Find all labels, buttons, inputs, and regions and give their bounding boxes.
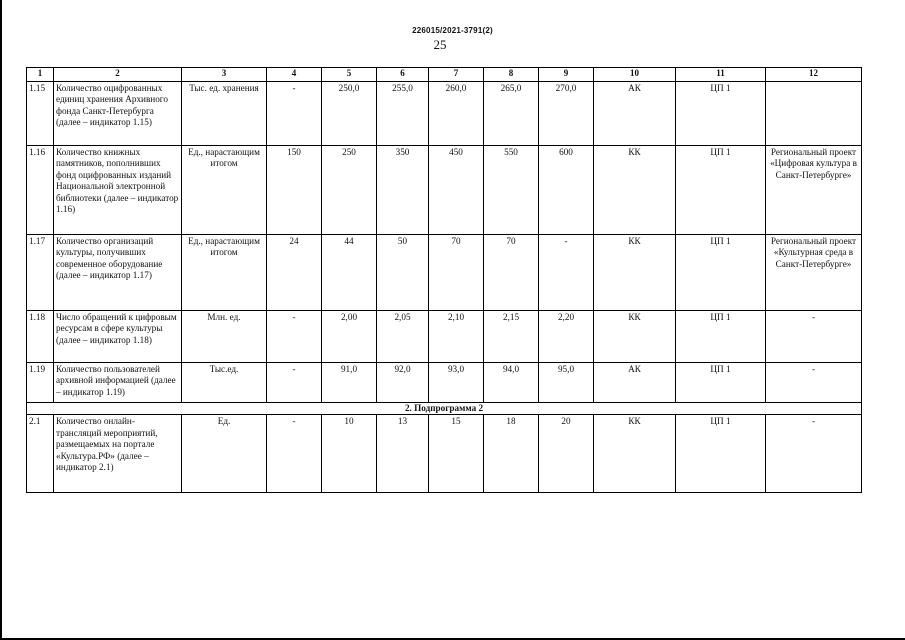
responsible: АК: [594, 82, 676, 146]
project: -: [766, 363, 862, 403]
value-cell: 2,15: [484, 311, 539, 363]
unit: Ед., нарастающим итогом: [182, 146, 267, 235]
responsible: КК: [594, 146, 676, 235]
value-cell: 2,20: [539, 311, 594, 363]
section-row: [27, 403, 862, 415]
responsible: АК: [594, 363, 676, 403]
value-cell: -: [539, 235, 594, 311]
unit: Ед., нарастающим итогом: [182, 235, 267, 311]
value-cell: 550: [484, 146, 539, 235]
table-row: [27, 363, 862, 403]
column-header: 1: [27, 68, 54, 82]
value-cell: 94,0: [484, 363, 539, 403]
column-header: 12: [766, 68, 862, 82]
target: ЦП 1: [676, 235, 766, 311]
target: ЦП 1: [676, 363, 766, 403]
scan-border-left: [0, 0, 2, 640]
indicator-name: Количество онлайн-трансляций мероприятий, размещаемых на портале «Культура.РФ» (далее – индикатор 2.1): [54, 415, 182, 493]
indicator-code: 2.1: [27, 415, 54, 493]
responsible: КК: [594, 235, 676, 311]
value-cell: 93,0: [429, 363, 484, 403]
indicator-name: Количество оцифрованных единиц хранения Архивного фонда Санкт-Петербурга (далее – индикатор 1.15): [54, 82, 182, 146]
value-cell: 2,10: [429, 311, 484, 363]
unit: Тыс. ед. хранения: [182, 82, 267, 146]
column-header: 2: [54, 68, 182, 82]
table-row: [27, 82, 862, 146]
indicator-code: 1.18: [27, 311, 54, 363]
value-cell: 250,0: [322, 82, 377, 146]
value-cell: 2,05: [377, 311, 429, 363]
header-row: [27, 68, 862, 82]
value-cell: 260,0: [429, 82, 484, 146]
value-cell: 91,0: [322, 363, 377, 403]
value-cell: 95,0: [539, 363, 594, 403]
responsible: КК: [594, 311, 676, 363]
unit: Тыс.ед.: [182, 363, 267, 403]
project: -: [766, 311, 862, 363]
indicator-name: Количество книжных памятников, пополнивших фонд оцифрованных изданий Национальной электронной библиотеки (далее – индикатор 1.16): [54, 146, 182, 235]
value-cell: -: [267, 363, 322, 403]
value-cell: 70: [429, 235, 484, 311]
responsible: КК: [594, 415, 676, 493]
value-cell: 92,0: [377, 363, 429, 403]
table-row: [27, 311, 862, 363]
indicator-name: Число обращений к цифровым ресурсам в сфере культуры (далее – индикатор 1.18): [54, 311, 182, 363]
table-row: [27, 415, 862, 493]
value-cell: 270,0: [539, 82, 594, 146]
target: ЦП 1: [676, 82, 766, 146]
column-header: 8: [484, 68, 539, 82]
page-number: 25: [433, 37, 447, 52]
project: Региональный проект «Цифровая культура в Санкт-Петербурге»: [766, 146, 862, 235]
indicator-code: 1.16: [27, 146, 54, 235]
column-header: 9: [539, 68, 594, 82]
indicator-code: 1.15: [27, 82, 54, 146]
value-cell: 150: [267, 146, 322, 235]
value-cell: 15: [429, 415, 484, 493]
value-cell: 255,0: [377, 82, 429, 146]
project: [766, 82, 862, 146]
table-row: [27, 146, 862, 235]
value-cell: 18: [484, 415, 539, 493]
indicator-name: Количество пользователей архивной информацией (далее – индикатор 1.19): [54, 363, 182, 403]
column-header: 7: [429, 68, 484, 82]
value-cell: 250: [322, 146, 377, 235]
value-cell: 20: [539, 415, 594, 493]
value-cell: 10: [322, 415, 377, 493]
column-header: 3: [182, 68, 267, 82]
target: ЦП 1: [676, 311, 766, 363]
indicators-table: [26, 67, 862, 493]
value-cell: -: [267, 311, 322, 363]
column-header: 4: [267, 68, 322, 82]
table-row: [27, 235, 862, 311]
target: ЦП 1: [676, 146, 766, 235]
document-number: 226015/2021-3791(2): [412, 26, 493, 35]
value-cell: 24: [267, 235, 322, 311]
indicator-code: 1.17: [27, 235, 54, 311]
value-cell: 600: [539, 146, 594, 235]
value-cell: 44: [322, 235, 377, 311]
value-cell: 350: [377, 146, 429, 235]
value-cell: -: [267, 415, 322, 493]
value-cell: 265,0: [484, 82, 539, 146]
column-header: 11: [676, 68, 766, 82]
unit: Ед.: [182, 415, 267, 493]
target: ЦП 1: [676, 415, 766, 493]
value-cell: 70: [484, 235, 539, 311]
unit: Млн. ед.: [182, 311, 267, 363]
value-cell: 2,00: [322, 311, 377, 363]
project: -: [766, 415, 862, 493]
value-cell: 450: [429, 146, 484, 235]
column-header: 10: [594, 68, 676, 82]
project: Региональный проект «Культурная среда в Санкт-Петербурге»: [766, 235, 862, 311]
value-cell: 50: [377, 235, 429, 311]
indicator-code: 1.19: [27, 363, 54, 403]
value-cell: -: [267, 82, 322, 146]
column-header: 6: [377, 68, 429, 82]
value-cell: 13: [377, 415, 429, 493]
column-header: 5: [322, 68, 377, 82]
section-title: 2. Подпрограмма 2: [27, 403, 862, 415]
indicator-name: Количество организаций культуры, получивших современное оборудование (далее – индикатор 1.17): [54, 235, 182, 311]
